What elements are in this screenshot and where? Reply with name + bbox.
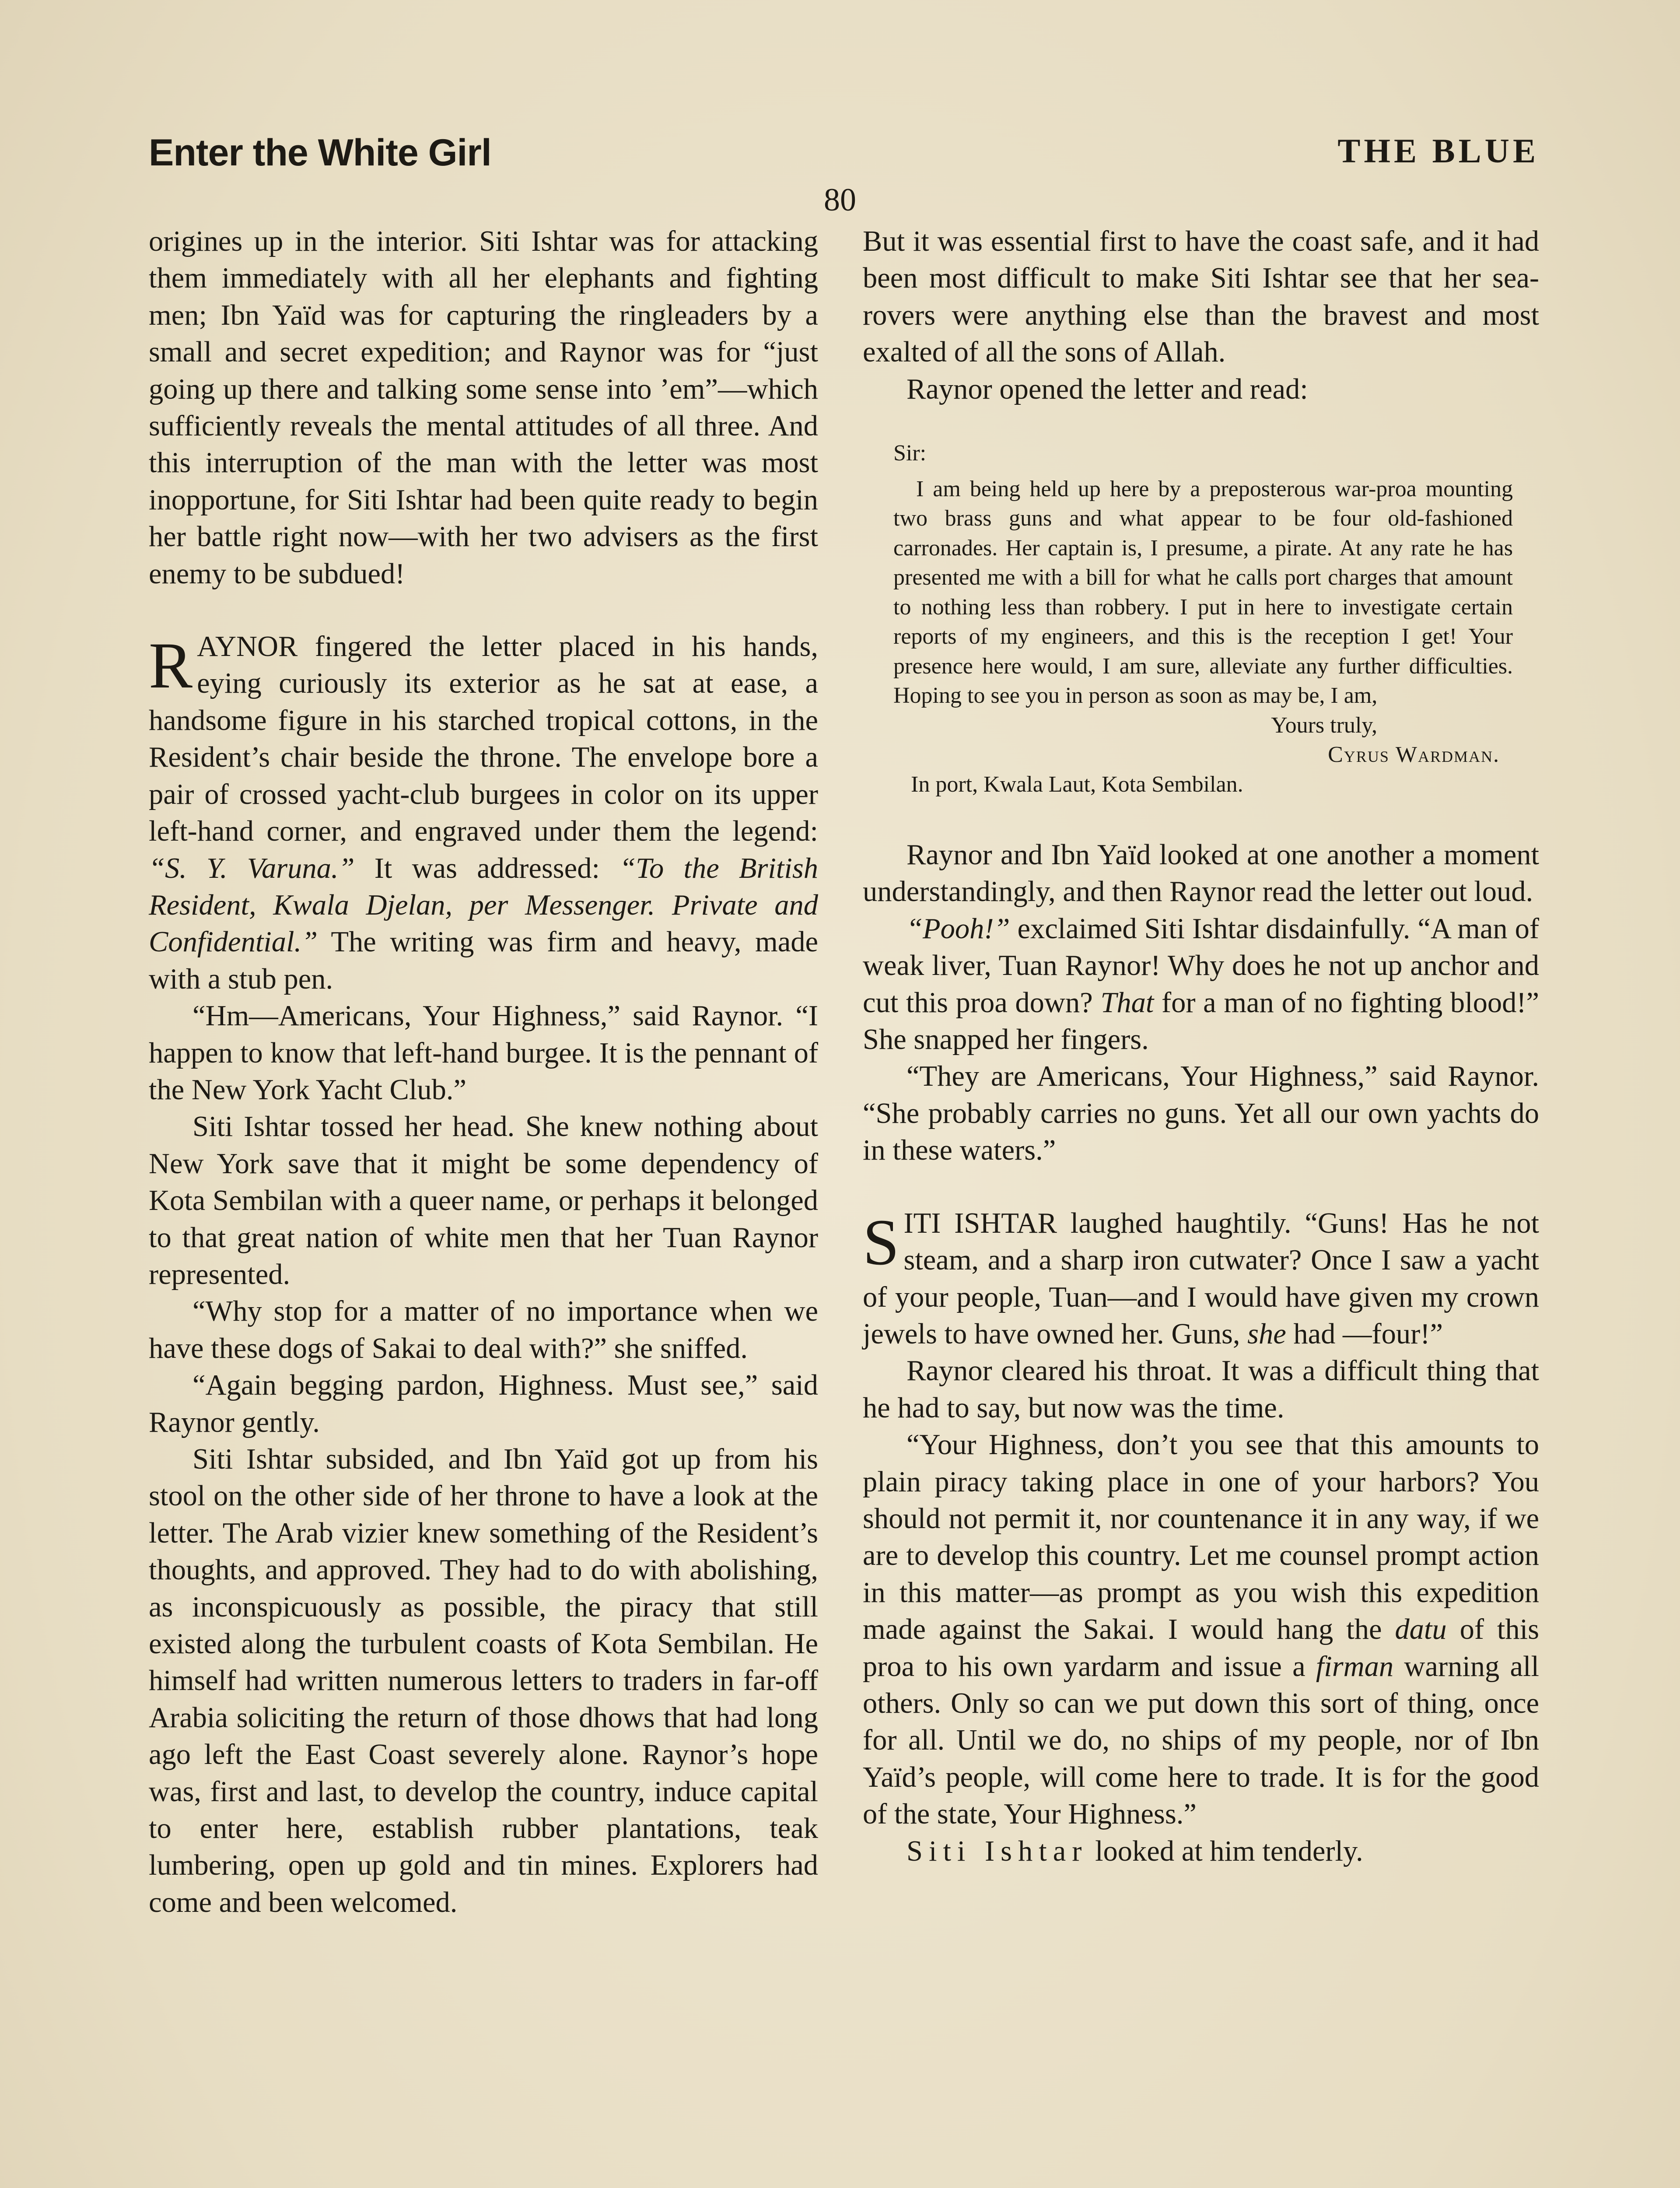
paragraph: origines up in the interior. Siti Ishtar was for attacking them immediately with all her elephants and fighting men; Ibn Yaïd was for capturing the ringleaders by a small and secret expedition; and Raynor was for “just going up there and talking some sense into ’em”—which sufficiently reveals the mental attitudes of all three. And this interruption of the man with the letter was most inopportune, for Siti Ishtar had been quite ready to begin her battle right now—with her two advisers as the first enemy to be subdued! — [149, 225, 818, 590]
letter-place: In port, Kwala Laut, Kota Sembilan. — [911, 771, 1243, 797]
paragraph-text: It was addressed: — [354, 852, 620, 884]
paragraph-text: for a man of no fighting blood!” She snapped her fingers. — [863, 986, 1539, 1056]
quoted-letter — [893, 438, 1513, 799]
paragraph: Siti Ishtar subsided, and Ibn Yaïd got up from his stool on the other side of her throne to have a look at the letter. The Arab vizier knew something of the Resident’s thoughts, and approved. They had to do with abolishing, as inconspicuously as possible, the piracy that still existed along the turbulent coasts of Kota Sembilan. He himself had written numerous letters to traders in far-off Arabia soliciting the return of those dhows that had long ago left the East Coast severely alone. Raynor’s hope was, first and last, to develop the country, induce capital to enter here, establish rubber plantations, teak lumbering, open up gold and tin mines. Explorers had come and been welcomed. — [149, 1443, 818, 1918]
italic-text: firman — [1316, 1650, 1394, 1683]
paragraph-text: “Your Highness, don’t you see that this amounts to plain piracy taking place in one of your harbors? You should not permit it, nor countenance it in any way, if we are to develop this country. Let me counsel prompt action in this matter—as prompt as you wish this expedition made against the Sakai. I would hang the — [863, 1429, 1539, 1646]
left-column — [149, 223, 818, 1921]
paragraph-text: The writing was firm and heavy, made with a stub pen. — [149, 926, 818, 995]
letter-salutation: Sir: — [893, 441, 927, 466]
italic-text: That — [1100, 986, 1154, 1019]
paragraph: “They are Americans, Your Highness,” said Raynor. “She probably carries no guns. Yet all our own yachts do in these waters.” — [863, 1060, 1539, 1167]
paragraph-text: of this proa to his own yardarm and issue a — [863, 1613, 1539, 1683]
paragraph: Raynor cleared his throat. It was a difficult thing that he had to say, but now was the time. — [863, 1355, 1539, 1424]
spaced-name: Siti Ishtar — [906, 1835, 1088, 1867]
paragraph-text: had —four!” — [1286, 1318, 1443, 1350]
caps-lead: ITI ISHTAR — [903, 1207, 1057, 1239]
paragraph-dropcap — [149, 628, 818, 998]
right-column — [863, 223, 1539, 1870]
paragraph-text: fingered the letter placed in his hands, eying curiously its exterior as he sat at ease, a handsome figure in his starched tropical cottons, in the Resident’s chair beside the throne. The envelope bore a pair of crossed yacht-club burgees in color on its upper left-hand corner, and engraved under them the legend: — [149, 631, 818, 848]
paragraph-dropcap — [863, 1205, 1539, 1353]
paragraph: “Why stop for a matter of no importance when we have these dogs of Sakai to deal with?” she sniffed. — [149, 1295, 818, 1364]
running-head — [149, 131, 1539, 179]
caps-lead: AYNOR — [197, 631, 298, 663]
italic-text: she — [1247, 1318, 1286, 1350]
italic-text: “To the British Resident, Kwala Djelan, per Messenger. Private and Confidential.” — [149, 852, 818, 958]
paragraph: “Again begging pardon, Highness. Must see,” said Raynor gently. — [149, 1369, 818, 1438]
paragraph — [863, 1427, 1539, 1833]
paragraph — [863, 1833, 1539, 1870]
italic-text: “Pooh!” — [906, 912, 1010, 945]
paragraph: “Hm—Americans, Your Highness,” said Raynor. “I happen to know that left-hand burgee. It is the pennant of the New York Yacht Club.” — [149, 1000, 818, 1106]
paragraph-text: warning all others. Only so can we put down this sort of thing, once for all. Until we do, no ships of my people, nor of Ibn Yaïd’s people, will come here to trade. It is for the good of the state, Your Highness.” — [863, 1650, 1539, 1830]
paragraph-text: looked at him tenderly. — [1088, 1835, 1363, 1867]
letter-signature: Cyrus Wardman. — [1328, 742, 1500, 768]
story-title: Enter the White Girl — [149, 132, 491, 174]
page-number: 80 — [824, 182, 856, 218]
letter-closing: Yours truly, — [1271, 712, 1377, 738]
paragraph-text: laughed haughtily. “Guns! Has he not steam, and a sharp iron cutwater? Once I saw a yacht of your people, Tuan—and I would have given my crown jewels to have owned her. Guns, — [863, 1207, 1539, 1350]
paragraph: Raynor opened the letter and read: — [906, 373, 1308, 405]
italic-text: datu — [1395, 1613, 1447, 1646]
magazine-title: THE BLUE — [1337, 132, 1539, 170]
paragraph-text: exclaimed Siti Ishtar disdainfully. “A man of weak liver, Tuan Raynor! Why does he not up anchor and cut this proa down? — [863, 912, 1539, 1019]
letter-body: I am being held up here by a preposterous war-proa mounting two brass guns and what appear to be four old-fashioned carronades. Her captain is, I presume, a pirate. At any rate he has presented me with a bill for what he calls port charges that amount to nothing less than robbery. I put in here to investigate certain reports of my engineers, and this is the reception I get! Your presence here would, I am sure, alleviate any further difficulties. Hoping to see you in person as soon as may be, I am, — [893, 476, 1513, 708]
drop-cap: S — [863, 1206, 900, 1279]
paragraph: But it was essential first to have the coast safe, and it had been most difficult to make Siti Ishtar see that her sea-rovers were anything else than the bravest and most exalted of all the sons of Allah. — [863, 225, 1539, 368]
italic-text: “S. Y. Varuna.” — [149, 852, 355, 884]
paragraph: Raynor and Ibn Yaïd looked at one another a moment understandingly, and then Raynor read the letter out loud. — [863, 839, 1539, 908]
paragraph — [863, 911, 1539, 1059]
paragraph: Siti Ishtar tossed her head. She knew nothing about New York save that it might be some dependency of Kota Sembilan with a queer name, or perhaps it belonged to that great nation of white men that her Tuan Raynor represented. — [149, 1111, 818, 1290]
drop-cap: R — [149, 629, 193, 702]
